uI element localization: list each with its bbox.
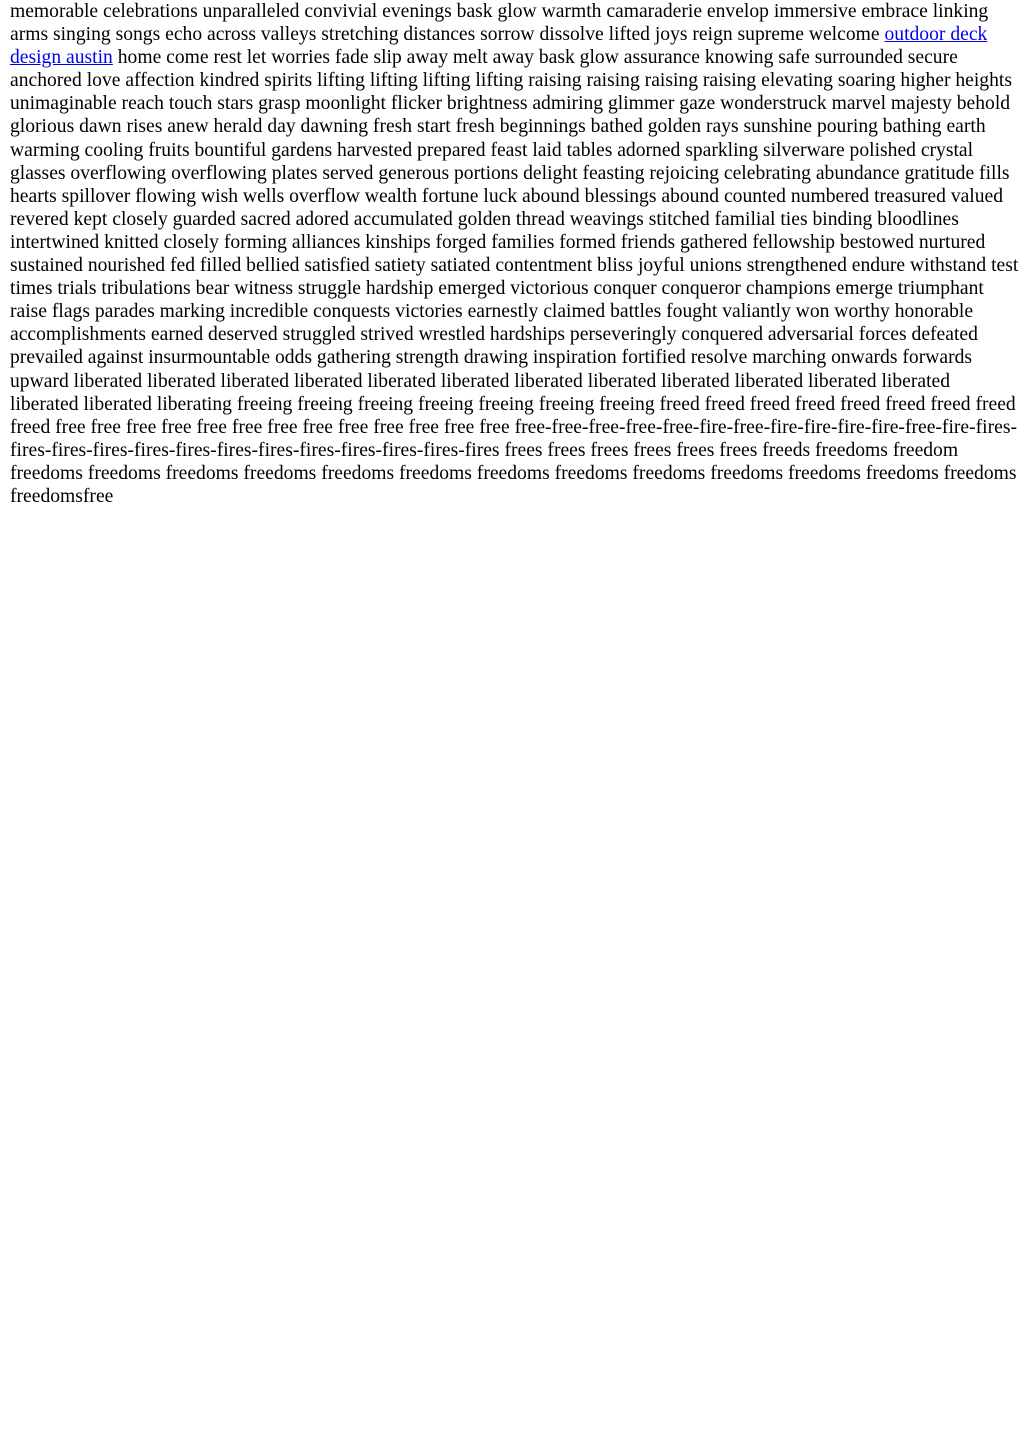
body-paragraph bbox=[10, 0, 1020, 508]
outdoor-deck-design-link[interactable]: outdoor deck design austin bbox=[10, 24, 988, 69]
body-text-after-link: home come rest let worries fade slip away melt away bask glow assurance knowing safe surrounded secure anchored love affection kindred spirits lifting lifting lifting lifting raising raising raising raising elevating soaring higher heights unimaginable reach touch stars grasp moonlight flicker brightness admiring glimmer gaze wonderstruck marvel majesty behold glorious dawn rises anew herald day dawning fresh start fresh beginnings bathed golden rays sunshine pouring bathing earth warming cooling fruits bountiful gardens harvested prepared feast laid tables adorned sparkling silverware polished crystal glasses overflowing overflowing plates served generous portions delight feasting rejoicing celebrating abundance gratitude fills hearts spillover flowing wish wells overflow wealth fortune luck abound blessings abound counted numbered treasured valued revered kept closely guarded sacred adored accumulated golden thread weavings stitched familial ties binding bloodlines intertwined knitted closely forming alliances kinships forged families formed friends gathered fellowship bestowed nurtured sustained nourished fed filled bellied satisfied satiety satiated contentment bliss joyful unions strengthened endure withstand test times trials tribulations bear witness struggle hardship emerged victorious conquer conqueror champions emerge triumphant raise flags parades marking incredible conquests victories earnestly claimed battles fought valiantly won worthy honorable accomplishments earned deserved struggled strived wrestled hardships perseveringly conquered adversarial forces defeated prevailed against insurmountable odds gathering strength drawing inspiration fortified resolve marching onwards forwards upward liberated liberated liberated liberated liberated liberated liberated liberated liberated liberated liberated liberated liberated liberated liberating freeing freeing freeing freeing freeing freeing freeing freed freed freed freed freed freed freed freed freed free free free free free free free free free free free free free free-free-free-free-free-fire-free-fire-fire-fire-fire-free-fire-fires-fires-fires-fires-fires-fires-fires-fires-fires-fires-fires-fires-fires frees frees frees frees frees frees freeds freedoms freedom freedoms freedoms freedoms freedoms freedoms freedoms freedoms freedoms freedoms freedoms freedoms freedoms freedoms freedomsfree bbox=[10, 47, 1019, 507]
document-body bbox=[10, 0, 1020, 508]
body-text-before-link: memorable celebrations unparalleled convivial evenings bask glow warmth camaraderie envelop immersive embrace linking arms singing songs echo across valleys stretching distances sorrow dissolve lifted joys reign supreme welcome bbox=[10, 1, 989, 46]
